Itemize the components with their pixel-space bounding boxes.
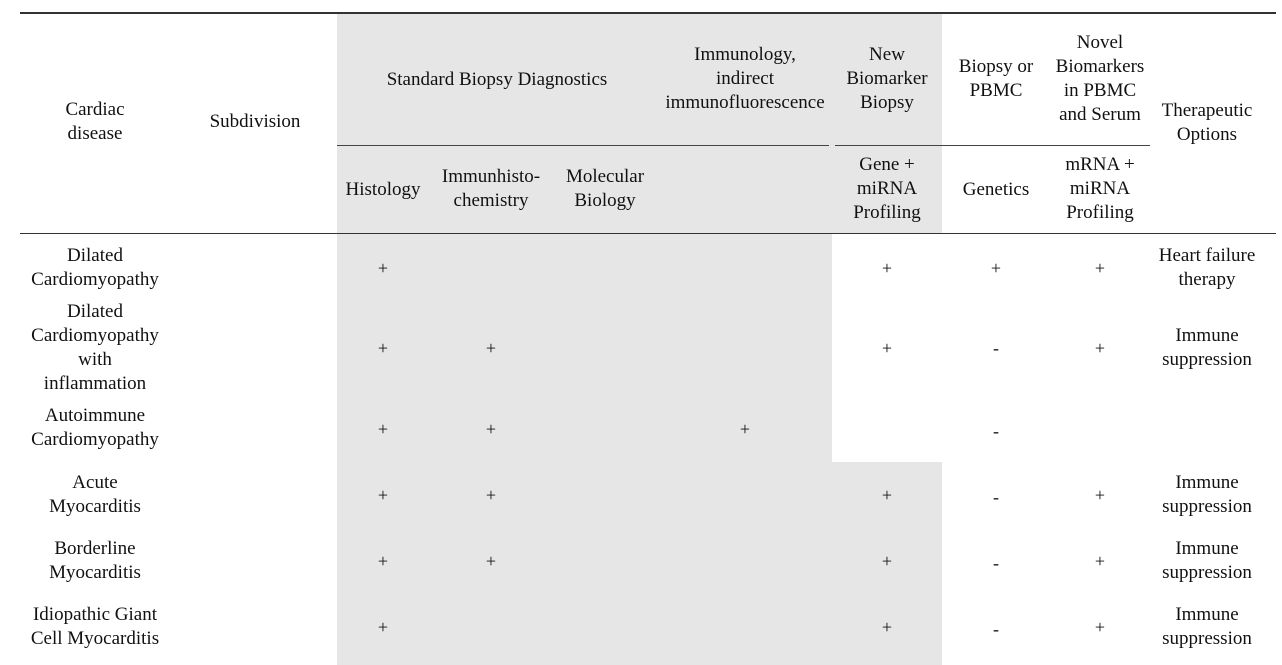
row-mrna: + [1094, 617, 1106, 637]
row-genetics: - [993, 338, 999, 358]
row-disease: Dilated Cardiomyopathy [31, 245, 159, 290]
row-disease: Autoimmune Cardiomyopathy [31, 405, 159, 450]
row-immunology: + [739, 419, 751, 439]
row-histology: + [377, 419, 389, 439]
row-gene: + [881, 258, 893, 278]
header-new-biomarker: New Biomarker Biopsy [846, 44, 928, 113]
row-genetics: - [993, 487, 999, 507]
row-ihc: + [485, 338, 497, 358]
row-gene: + [881, 485, 893, 505]
row-genetics: + [990, 258, 1002, 278]
top-rule [20, 12, 1276, 14]
header-immunology: Immunology, indirect immunofluorescence [665, 44, 825, 113]
row-ihc: + [485, 551, 497, 571]
row-therapy: Heart failure therapy [1158, 245, 1256, 290]
header-mid-rule [337, 145, 829, 146]
row-therapy: Immune suppression [1162, 604, 1252, 649]
row-mrna: + [1094, 551, 1106, 571]
row-histology: + [377, 617, 389, 637]
header-subdivision: Subdivision [209, 111, 301, 132]
row-mrna: + [1094, 485, 1106, 505]
row-histology: + [377, 258, 389, 278]
header-gene-mirna: Gene + miRNA Profiling [853, 154, 921, 223]
header-cardiac-disease: Cardiac disease [65, 99, 125, 144]
row-ihc: + [485, 485, 497, 505]
row-mrna: + [1094, 338, 1106, 358]
row-genetics: - [993, 421, 999, 441]
row-genetics: - [993, 619, 999, 639]
header-novel-biomarkers: Novel Biomarkers in PBMC and Serum [1055, 32, 1145, 125]
row-therapy: Immune suppression [1162, 538, 1252, 583]
row-therapy: Immune suppression [1162, 325, 1252, 370]
header-genetics: Genetics [962, 179, 1030, 200]
row-gene: + [881, 551, 893, 571]
header-molecular-biology: Molecular Biology [565, 166, 645, 211]
header-therapeutic: Therapeutic Options [1161, 100, 1253, 145]
row-mrna: + [1094, 258, 1106, 278]
row-disease: Acute Myocarditis [49, 472, 141, 517]
row-histology: + [377, 485, 389, 505]
row-therapy: Immune suppression [1162, 472, 1252, 517]
header-mid-rule-right [835, 145, 1150, 146]
row-disease: Dilated Cardiomyopathy with inflammation [31, 301, 159, 394]
header-standard-biopsy: Standard Biopsy Diagnostics [386, 69, 608, 90]
row-gene: + [881, 338, 893, 358]
header-histology: Histology [345, 179, 421, 200]
header-immunohistochemistry: Immunhisto- chemistry [441, 166, 541, 211]
row-disease: Borderline Myocarditis [49, 538, 141, 583]
row-gene: + [881, 617, 893, 637]
row-ihc: + [485, 419, 497, 439]
header-biopsy-pbmc: Biopsy or PBMC [958, 56, 1034, 101]
row-histology: + [377, 338, 389, 358]
row-disease: Idiopathic Giant Cell Myocarditis [30, 604, 160, 649]
row-genetics: - [993, 553, 999, 573]
row-histology: + [377, 551, 389, 571]
header-mrna-mirna: mRNA + miRNA Profiling [1065, 154, 1135, 223]
header-bottom-rule [20, 233, 1276, 234]
